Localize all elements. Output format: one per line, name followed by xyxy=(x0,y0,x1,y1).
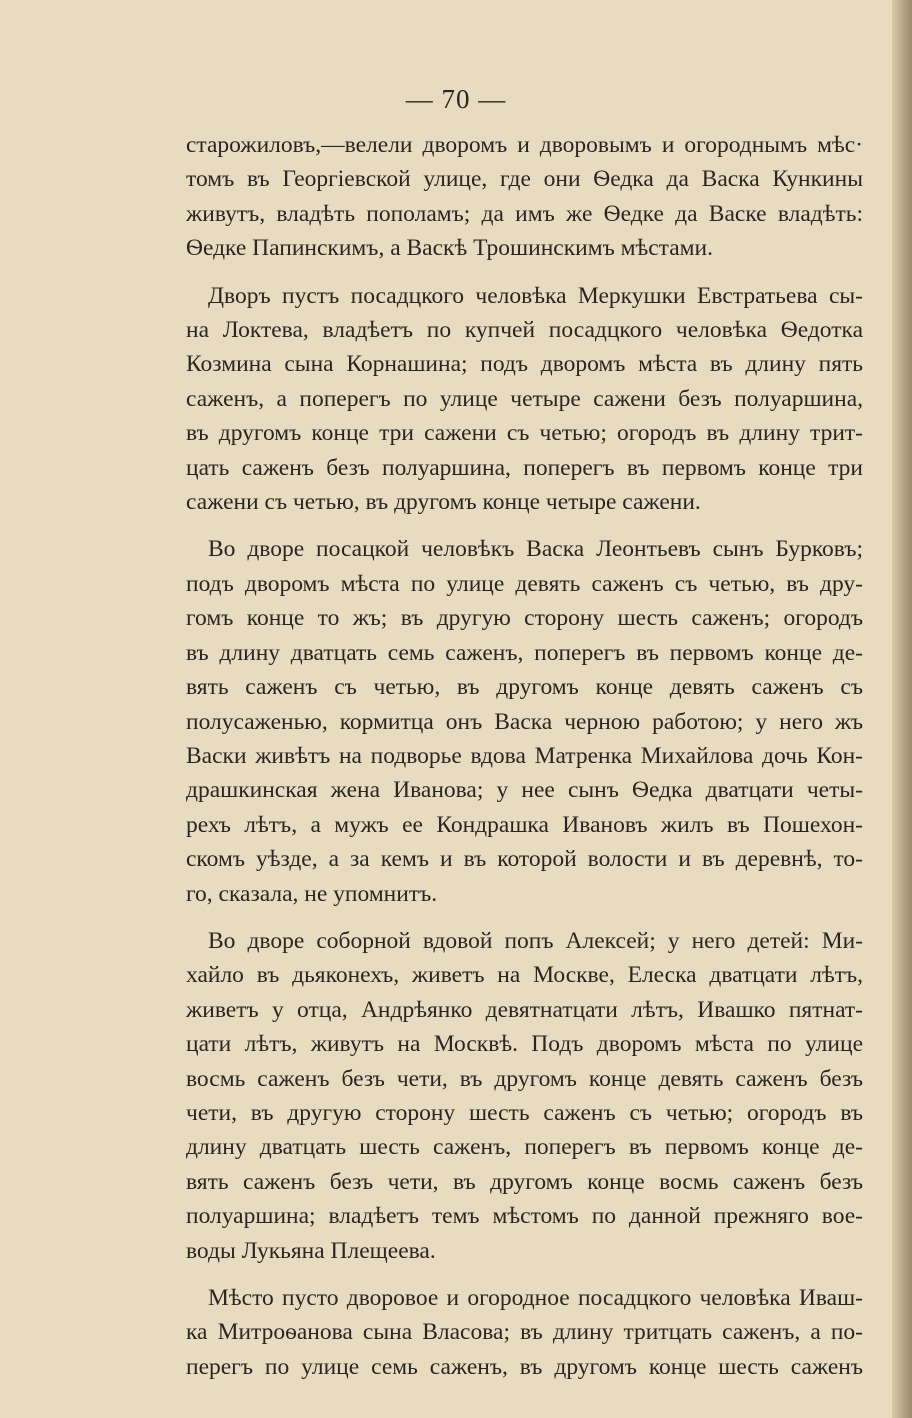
text-line: полуаршина; владѣетъ темъ мѣстомъ по данной прежняго вое- xyxy=(186,1203,863,1230)
text-line: рехъ лѣтъ, а мужъ ее Кондрашка Ивановъ жилъ въ Пошехон- xyxy=(186,811,863,838)
text-line: драшкинская жена Иванова; у нее сынъ Ѳедка дватцати четы- xyxy=(186,777,863,804)
text-line: восмь саженъ безъ чети, въ другомъ конце девять саженъ безъ xyxy=(186,1065,863,1092)
text-line: подъ дворомъ мѣста по улице девять саженъ съ четью, въ дру- xyxy=(186,570,863,597)
text-line: саженъ, а поперегъ по улице четыре сажени безъ полуаршина, xyxy=(186,385,863,412)
text-line: Дворъ пустъ посадцкого человѣка Меркушки Евстратьева сы- xyxy=(208,282,863,309)
text-line: Ѳедке Папинскимъ, а Васкѣ Трошинскимъ мѣстами. xyxy=(186,235,713,262)
text-line: цати лѣтъ, живутъ на Москвѣ. Подъ дворомъ мѣста по улице xyxy=(186,1031,863,1058)
page-number: — 70 — xyxy=(405,84,507,114)
text-line: полусаженью, кормитца онъ Васка черною работою; у него жъ xyxy=(186,708,863,735)
text-line: Мѣсто пусто дворовое и огородное посадцкого человѣка Иваш- xyxy=(208,1285,863,1311)
body-text xyxy=(186,128,863,1397)
text-line: вять саженъ безъ чети, въ другомъ конце восмь саженъ безъ xyxy=(186,1168,863,1195)
text-line: перегъ по улице семь саженъ, въ другомъ конце шесть саженъ xyxy=(186,1353,863,1380)
text-line: вять саженъ съ четью, въ другомъ конце девять саженъ съ xyxy=(186,674,863,701)
text-line: хайло въ дьяконехъ, живетъ на Москве, Елеска дватцати лѣтъ, xyxy=(186,962,863,989)
text-line: старожиловъ,—велели дворомъ и дворовымъ и огороднымъ мѣс· xyxy=(186,132,863,158)
paragraph-2 xyxy=(186,279,863,520)
text-line: цать саженъ безъ полуаршина, поперегъ въ первомъ конце три xyxy=(186,454,863,481)
paragraph-3 xyxy=(186,532,863,910)
text-line: гомъ конце то жъ; въ другую сторону шесть саженъ; огородъ xyxy=(186,605,863,632)
text-line: Козмина сына Корнашина; подъ дворомъ мѣста въ длину пять xyxy=(186,351,863,378)
text-line: Васки живѣтъ на подворье вдова Матренка Михайлова дочь Кон- xyxy=(186,742,863,769)
text-line: чети, въ другую сторону шесть саженъ съ четью; огородъ въ xyxy=(186,1099,863,1126)
text-line: Во дворе посацкой человѣкъ Васка Леонтьевъ сынъ Бурковъ; xyxy=(208,536,863,563)
text-line: Во дворе соборной вдовой попъ Алексей; у него детей: Ми- xyxy=(208,927,863,954)
text-line: въ длину дватцать семь саженъ, поперегъ въ первомъ конце де- xyxy=(186,639,863,666)
text-line: томъ въ Георгіевской улице, где они Ѳедка да Васка Кункины xyxy=(186,166,863,193)
paragraph-4 xyxy=(186,924,863,1268)
text-line: на Локтева, владѣетъ по купчей посадцкого человѣка Ѳедотка xyxy=(186,317,863,344)
text-line: воды Лукьяна Плещеева. xyxy=(186,1237,436,1264)
text-line: ка Митроѳанова сына Власова; въ длину тритцать саженъ, а по- xyxy=(186,1319,863,1346)
text-line: скомъ уѣзде, а за кемъ и въ которой волости и въ деревнѣ, то- xyxy=(186,846,863,873)
text-line: длину дватцать шесть саженъ, поперегъ въ первомъ конце де- xyxy=(186,1134,863,1161)
text-line: го, сказала, не упомнитъ. xyxy=(186,880,438,907)
text-line: живетъ у отца, Андрѣянко девятнатцати лѣтъ, Ивашко пятнат- xyxy=(186,996,863,1023)
text-line: въ другомъ конце три сажени съ четью; огородъ въ длину трит- xyxy=(186,420,863,447)
text-line: живутъ, владѣть пополамъ; да имъ же Ѳедке да Васке владѣть: xyxy=(186,200,863,227)
paragraph-1 xyxy=(186,128,863,266)
paragraph-5 xyxy=(186,1281,863,1384)
page-edge-shadow xyxy=(892,0,912,1418)
text-line: сажени съ четью, въ другомъ конце четыре сажени. xyxy=(186,489,701,516)
